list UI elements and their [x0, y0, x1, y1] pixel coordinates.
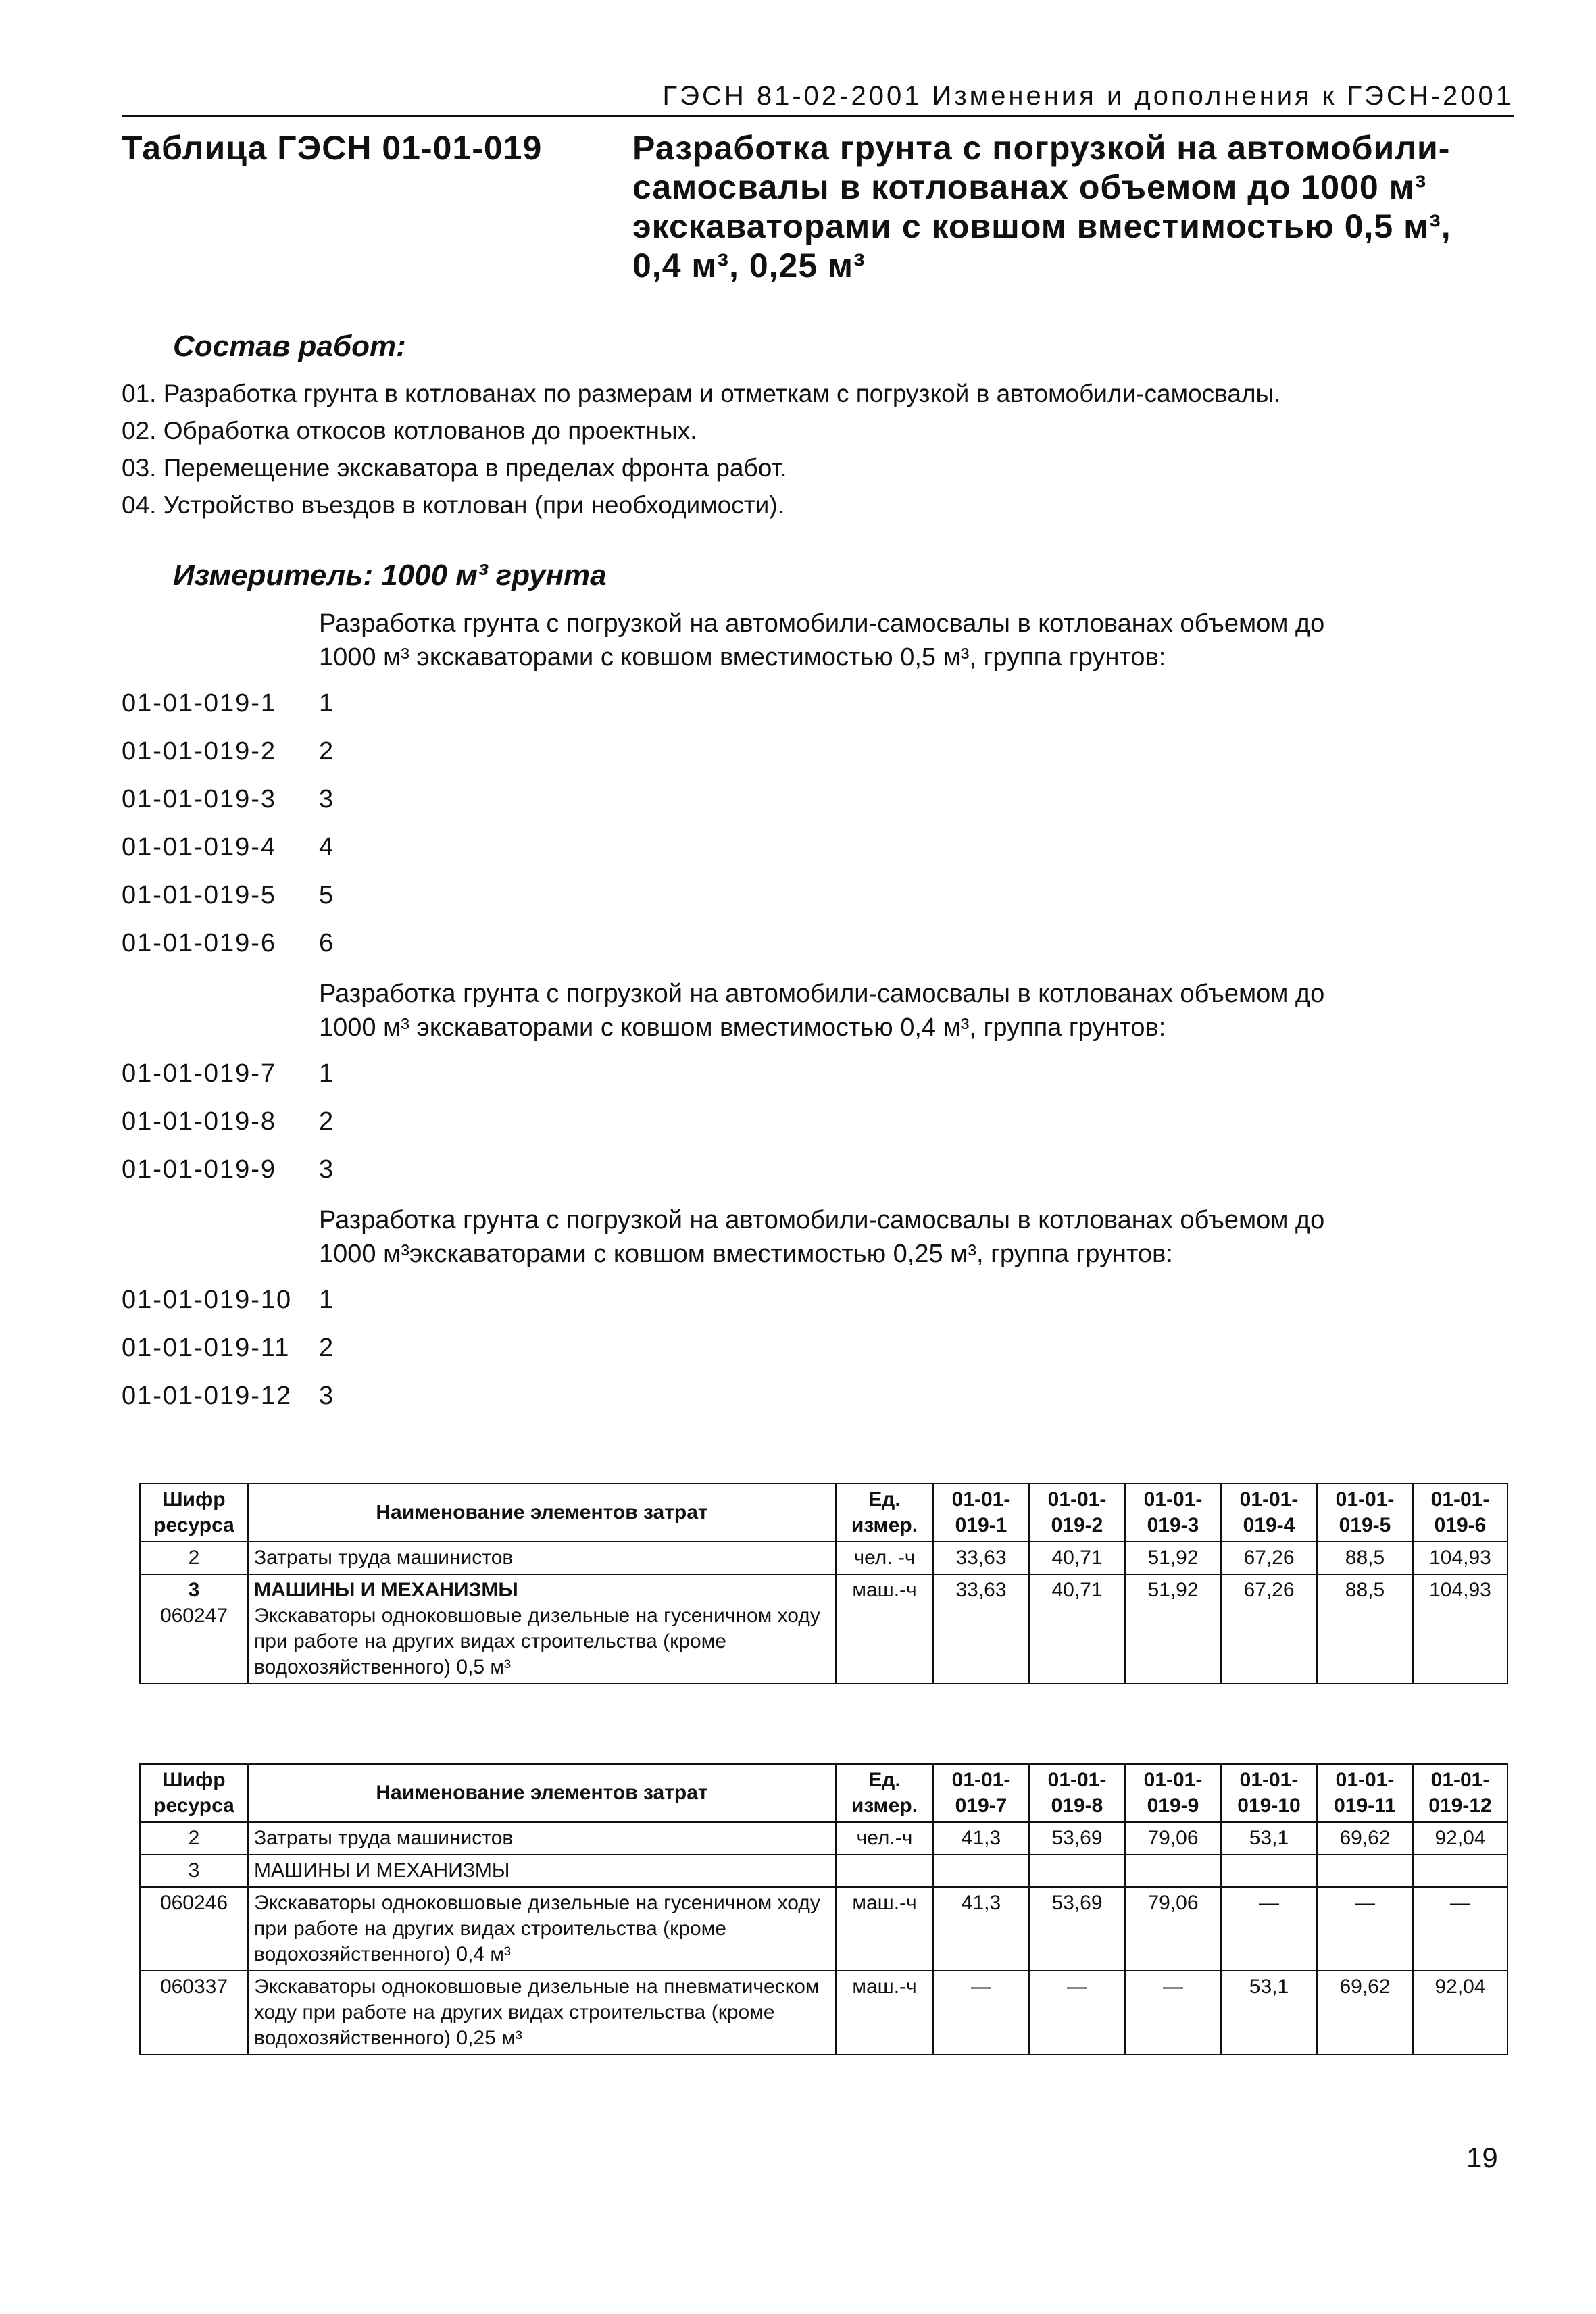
- cell-value: 51,92: [1125, 1574, 1221, 1684]
- resource-unit: чел. -ч: [836, 1542, 933, 1574]
- header-norm-code: 01-01-019-5: [1317, 1484, 1413, 1542]
- cell-value: 69,62: [1317, 1971, 1413, 2055]
- group-description: [319, 977, 1527, 1045]
- norm-item: [122, 1146, 1527, 1194]
- resource-code: 3: [188, 1579, 200, 1601]
- cell-value: 53,1: [1221, 1971, 1317, 2055]
- soil-group: 4: [319, 833, 334, 861]
- soil-group: 5: [319, 881, 334, 909]
- cell-value: 79,06: [1125, 1887, 1221, 1971]
- header-unit: Ед. измер.: [836, 1764, 933, 1822]
- title-line: самосвалы в котлованах объемом до 1000 м³: [632, 168, 1427, 206]
- norm-code: 01-01-019-3: [122, 785, 277, 813]
- section-title: МАШИНЫ И МЕХАНИЗМЫ: [248, 1855, 836, 1887]
- norm-item: [122, 1324, 1527, 1372]
- norm-item: [122, 1098, 1527, 1146]
- header-norm-code: 01-01-019-12: [1413, 1764, 1507, 1822]
- group-description-line: Разработка грунта с погрузкой на автомобили-самосвалы в котлованах объемом до: [319, 980, 1325, 1008]
- composition-item: 04. Устройство въездов в котлован (при необходимости).: [122, 491, 784, 519]
- norm-code: 01-01-019-4: [122, 833, 277, 861]
- group-description-line: 1000 м³ экскаваторами с ковшом вместимостью 0,5 м³, группа грунтов:: [319, 643, 1166, 672]
- header-name: Наименование элементов затрат: [248, 1484, 836, 1542]
- group-description-line: 1000 м³ экскаваторами с ковшом вместимостью 0,4 м³, группа грунтов:: [319, 1013, 1166, 1042]
- resource-code: 060246: [140, 1887, 248, 1971]
- soil-group: 6: [319, 929, 334, 957]
- composition-item: 01. Разработка грунта в котлованах по размерам и отметкам с погрузкой в автомобили-самосвалы.: [122, 380, 1281, 407]
- soil-group: 1: [319, 689, 334, 718]
- composition-item: 02. Обработка откосов котлованов до проектных.: [122, 417, 697, 445]
- resource-name: Экскаваторы одноковшовые дизельные на гусеничном ходу при работе на других видах строительства (кроме водохозяйственного) 0,4 м³: [248, 1887, 836, 1971]
- resource-unit: маш.-ч: [836, 1971, 933, 2055]
- soil-group: 3: [319, 785, 334, 813]
- norm-item: [122, 728, 1527, 776]
- cell-value: —: [1413, 1887, 1507, 1971]
- cell-value: 41,3: [933, 1887, 1029, 1971]
- norm-code: 01-01-019-1: [122, 689, 277, 718]
- cell-value: —: [1125, 1971, 1221, 2055]
- resource-name: Экскаваторы одноковшовые дизельные на пневматическом ходу при работе на других видах строительства (кроме водохозяйственного) 0,25 м³: [248, 1971, 836, 2055]
- table-label: Таблица ГЭСН 01-01-019: [122, 129, 543, 167]
- soil-group: 2: [319, 1334, 334, 1362]
- group-description-line: Разработка грунта с погрузкой на автомобили-самосвалы в котлованах объемом до: [319, 1206, 1325, 1234]
- resource-unit: маш.-ч: [836, 1887, 933, 1971]
- cell-value: 104,93: [1413, 1574, 1507, 1684]
- cell-value: 88,5: [1317, 1574, 1413, 1684]
- norm-items: [122, 607, 1527, 1420]
- soil-group: 3: [319, 1155, 334, 1184]
- soil-group: 3: [319, 1382, 334, 1410]
- resource-name: Экскаваторы одноковшовые дизельные на гусеничном ходу при работе на других видах строительства (кроме водохозяйственного) 0,5 м³: [254, 1605, 820, 1678]
- header-norm-code: 01-01-019-11: [1317, 1764, 1413, 1822]
- norm-code: 01-01-019-5: [122, 881, 277, 909]
- norm-code: 01-01-019-2: [122, 737, 277, 765]
- norm-item: [122, 1372, 1527, 1420]
- measure-unit: Измеритель: 1000 м³ грунта: [173, 559, 607, 592]
- cell-value: —: [1029, 1971, 1125, 2055]
- composition-heading: Состав работ:: [173, 330, 406, 363]
- header-name: Наименование элементов затрат: [248, 1764, 836, 1822]
- composition-item: 03. Перемещение экскаватора в пределах фронта работ.: [122, 454, 787, 482]
- cell-value: —: [933, 1971, 1029, 2055]
- table-row: [140, 1822, 1507, 1855]
- table-row: [140, 1887, 1507, 1971]
- table-row: [140, 1542, 1507, 1574]
- header-code: Шифр ресурса: [140, 1484, 248, 1542]
- header-norm-code: 01-01-019-9: [1125, 1764, 1221, 1822]
- composition-list: [122, 375, 1527, 524]
- soil-group: 1: [319, 1286, 334, 1314]
- norm-code: 01-01-019-10: [122, 1286, 293, 1314]
- title-line: экскаваторами с ковшом вместимостью 0,5 м³,: [632, 207, 1451, 245]
- running-header: ГЭСН 81-02-2001 Изменения и дополнения к ГЭСН-2001: [662, 81, 1514, 111]
- norm-code: 01-01-019-9: [122, 1155, 277, 1184]
- resource-code: 060247: [159, 1605, 228, 1627]
- cell-value: —: [1221, 1887, 1317, 1971]
- cell-value: 53,1: [1221, 1822, 1317, 1855]
- header-norm-code: 01-01-019-1: [933, 1484, 1029, 1542]
- norm-code: 01-01-019-7: [122, 1059, 277, 1088]
- resource-table-1: [139, 1483, 1508, 1684]
- section-title: МАШИНЫ И МЕХАНИЗМЫ: [254, 1579, 518, 1601]
- norm-item: [122, 1276, 1527, 1324]
- title-line: 0,4 м³, 0,25 м³: [632, 247, 866, 284]
- norm-item: [122, 920, 1527, 967]
- header-unit: Ед. измер.: [836, 1484, 933, 1542]
- cell-value: 33,63: [933, 1542, 1029, 1574]
- resource-name: Затраты труда машинистов: [248, 1542, 836, 1574]
- header-code: Шифр ресурса: [140, 1764, 248, 1822]
- resource-name: Затраты труда машинистов: [248, 1822, 836, 1855]
- cell-value: 69,62: [1317, 1822, 1413, 1855]
- norm-item: [122, 776, 1527, 824]
- norm-item: [122, 680, 1527, 728]
- table-row: [140, 1971, 1507, 2055]
- cell-value: 92,04: [1413, 1822, 1507, 1855]
- title-line: Разработка грунта с погрузкой на автомобили-: [632, 129, 1451, 167]
- cell-value: —: [1317, 1887, 1413, 1971]
- resource-table-2: [139, 1763, 1508, 2055]
- cell-value: 104,93: [1413, 1542, 1507, 1574]
- page-title: [632, 128, 1511, 285]
- header-norm-code: 01-01-019-4: [1221, 1484, 1317, 1542]
- header-norm-code: 01-01-019-6: [1413, 1484, 1507, 1542]
- soil-group: 1: [319, 1059, 334, 1088]
- cell-value: 40,71: [1029, 1574, 1125, 1684]
- resource-code: 2: [140, 1822, 248, 1855]
- group-description-line: Разработка грунта с погрузкой на автомобили-самосвалы в котлованах объемом до: [319, 609, 1325, 638]
- header-norm-code: 01-01-019-8: [1029, 1764, 1125, 1822]
- norm-code: 01-01-019-11: [122, 1334, 291, 1362]
- norm-code: 01-01-019-8: [122, 1107, 277, 1136]
- header-norm-code: 01-01-019-7: [933, 1764, 1029, 1822]
- cell-value: 41,3: [933, 1822, 1029, 1855]
- cell-value: 33,63: [933, 1574, 1029, 1684]
- page-number: 19: [1466, 2142, 1498, 2173]
- cell-value: 79,06: [1125, 1822, 1221, 1855]
- norm-item: [122, 872, 1527, 920]
- resource-unit: маш.-ч: [836, 1574, 933, 1684]
- group-description: [319, 1203, 1527, 1271]
- group-description-line: 1000 м³экскаваторами с ковшом вместимостью 0,25 м³, группа грунтов:: [319, 1240, 1173, 1268]
- cell-value: 67,26: [1221, 1542, 1317, 1574]
- cell-value: 92,04: [1413, 1971, 1507, 2055]
- cell-value: 53,69: [1029, 1822, 1125, 1855]
- header-norm-code: 01-01-019-3: [1125, 1484, 1221, 1542]
- header-norm-code: 01-01-019-10: [1221, 1764, 1317, 1822]
- cell-value: 88,5: [1317, 1542, 1413, 1574]
- norm-item: [122, 824, 1527, 872]
- norm-code: 01-01-019-12: [122, 1382, 293, 1410]
- header-rule: [122, 115, 1514, 117]
- group-description: [319, 607, 1527, 674]
- resource-code: 060337: [140, 1971, 248, 2055]
- norm-code: 01-01-019-6: [122, 929, 277, 957]
- resource-code: 2: [140, 1542, 248, 1574]
- cell-value: 51,92: [1125, 1542, 1221, 1574]
- resource-unit: чел.-ч: [836, 1822, 933, 1855]
- soil-group: 2: [319, 737, 334, 765]
- cell-value: 40,71: [1029, 1542, 1125, 1574]
- table-row: [140, 1855, 1507, 1887]
- soil-group: 2: [319, 1107, 334, 1136]
- cell-value: 53,69: [1029, 1887, 1125, 1971]
- cell-value: 67,26: [1221, 1574, 1317, 1684]
- resource-code: 3: [140, 1855, 248, 1887]
- header-norm-code: 01-01-019-2: [1029, 1484, 1125, 1542]
- table-row: [140, 1574, 1507, 1684]
- norm-item: [122, 1050, 1527, 1098]
